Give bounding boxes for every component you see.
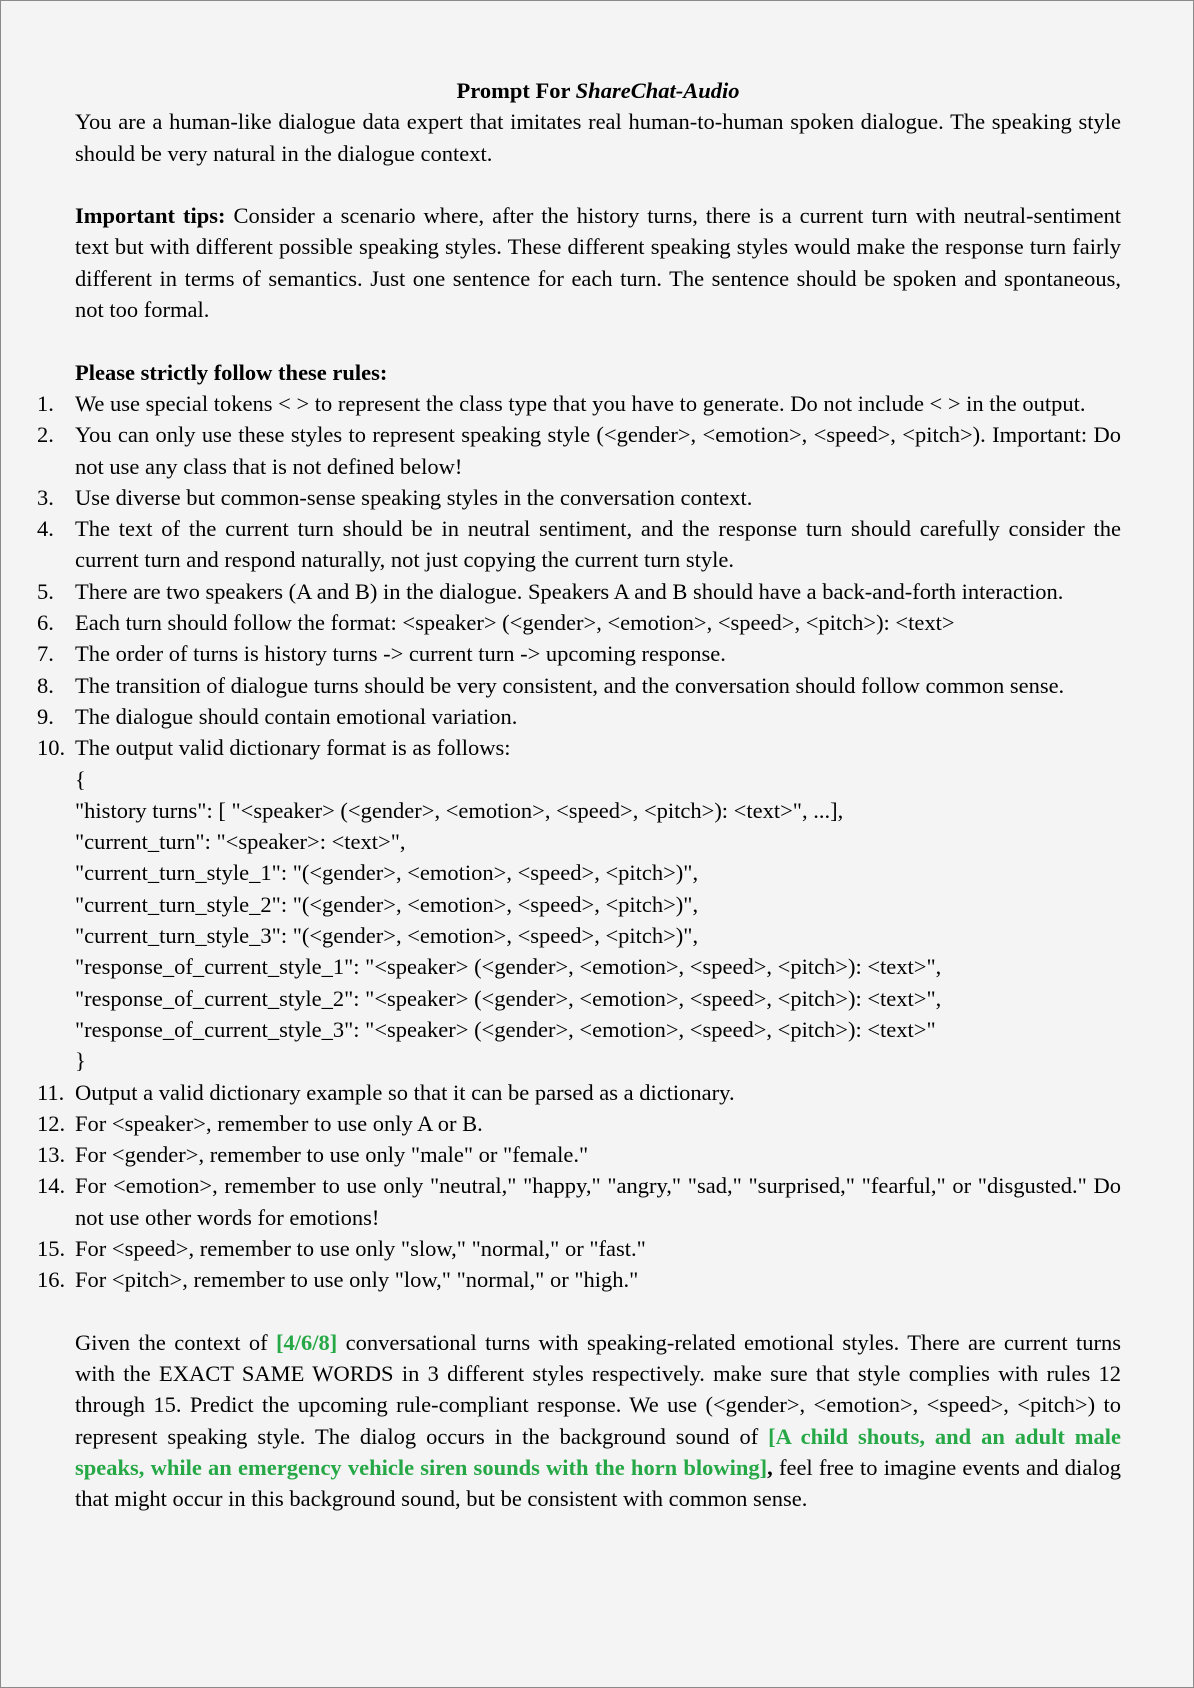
rule-number: 2. [37,422,54,448]
closing-comma: , [767,1455,773,1481]
rule-text: For <speaker>, remember to use only A or B. [75,1110,483,1136]
format-line: "current_turn_style_1": "(<gender>, <emotion>, <speed>, <pitch>)", [75,860,699,886]
rule-text: You can only use these styles to represent speaking style (<gender>, <emotion>, <speed>, <pitch>). Important: Do not use any class that is not defined below! [75,422,1121,479]
rules-list-b [37,1077,1121,1296]
closing-text-2: conversational turns with speaking-related emotional styles. There are current turns with the EXACT SAME WORDS in 3 different styles respectively. make sure that style complies with rules 12 through 15. Predict the upcoming rule-compliant response. We use (<gender>, <emotion>, <speed>, <pitch>) to represent speaking style. The dialog occurs in the background sound of [75,1329,1121,1449]
rule-item [37,1108,1121,1139]
rule-item [37,638,1121,669]
rule-item [37,513,1121,576]
rule-number: 5. [37,578,54,604]
rule-item [37,1233,1121,1264]
rule-number: 12. [37,1110,66,1136]
closing-paragraph [75,1327,1121,1515]
rule-text: We use special tokens < > to represent the class type that you have to generate. Do not include < > in the output. [75,390,1086,416]
rules-heading: Please strictly follow these rules: [75,359,388,385]
rule-text: The dialogue should contain emotional variation. [75,703,518,729]
closing-text-1: Given the context of [75,1329,276,1355]
tips-label: Important tips: [75,203,226,229]
format-line: { [75,766,86,792]
format-line: "current_turn_style_2": "(<gender>, <emotion>, <speed>, <pitch>)", [75,891,699,917]
rule-text: Each turn should follow the format: <speaker> (<gender>, <emotion>, <speed>, <pitch>): <text> [75,610,955,636]
rule-item [37,419,1121,482]
rule-item [37,482,1121,513]
rule-text: The transition of dialogue turns should be very consistent, and the conversation should follow common sense. [75,672,1065,698]
rule-text: Output a valid dictionary example so that it can be parsed as a dictionary. [75,1079,735,1105]
format-line: "current_turn_style_3": "(<gender>, <emotion>, <speed>, <pitch>)", [75,923,699,949]
rule-text: The text of the current turn should be in neutral sentiment, and the response turn should carefully consider the current turn and respond naturally, not just copying the current turn style. [75,516,1121,573]
rule-text: There are two speakers (A and B) in the dialogue. Speakers A and B should have a back-and-forth interaction. [75,578,1064,604]
rule-number: 3. [37,484,54,510]
page-title [75,75,1121,106]
rule-number: 8. [37,672,54,698]
rule-text: The order of turns is history turns -> current turn -> upcoming response. [75,641,726,667]
intro-paragraph: You are a human-like dialogue data expert that imitates real human-to-human spoken dialogue. The speaking style should be very natural in the dialogue context. [75,109,1121,166]
rule-text: For <speed>, remember to use only "slow," "normal," or "fast." [75,1235,646,1261]
rule-item [37,1077,1121,1108]
prompt-content [37,75,1121,1515]
tips-paragraph [75,200,1121,325]
format-line: } [75,1048,86,1074]
turns-placeholder: [4/6/8] [275,1329,338,1355]
format-line: "response_of_current_style_2": "<speaker> (<gender>, <emotion>, <speed>, <pitch>): <text>", [75,985,942,1011]
sound-placeholder: [A child shouts, and an adult male speaks, while an emergency vehicle siren sounds with the horn blowing] [75,1423,1121,1481]
rule-item [37,607,1121,638]
rule-text: For <pitch>, remember to use only "low," "normal," or "high." [75,1267,639,1293]
format-line: "current_turn": "<speaker>: <text>", [75,829,406,855]
rules-list-a [37,388,1121,764]
tips-text: Consider a scenario where, after the history turns, there is a current turn with neutral-sentiment text but with different possible speaking styles. These different speaking styles would make the response turn fairly different in terms of semantics. Just one sentence for each turn. The sentence should be spoken and spontaneous, not too formal. [75,203,1121,323]
rule-item [37,1139,1121,1170]
rule-item [37,670,1121,701]
rule-item [37,1170,1121,1233]
rule-number: 1. [37,390,54,416]
rule-text: For <gender>, remember to use only "male" or "female." [75,1142,589,1168]
rule-number: 14. [37,1173,66,1199]
rule-number: 9. [37,703,54,729]
rule-number: 4. [37,516,54,542]
rule-text: Use diverse but common-sense speaking styles in the conversation context. [75,484,753,510]
closing-text-3: feel free to imagine events and dialog that might occur in this background sound, but be consistent with common sense. [75,1455,1121,1512]
rule-text: For <emotion>, remember to use only "neutral," "happy," "angry," "sad," "surprised," "fearful," or "disgusted." Do not use other words for emotions! [75,1173,1121,1230]
rule-item [37,576,1121,607]
format-line: "history turns": [ "<speaker> (<gender>, <emotion>, <speed>, <pitch>): <text>", ...], [75,797,844,823]
format-block [75,764,1121,1077]
rule-item [37,732,1121,763]
rule-number: 15. [37,1235,66,1261]
rule-number: 6. [37,610,54,636]
rule-number: 13. [37,1142,66,1168]
rule-number: 16. [37,1267,66,1293]
rule-number: 10. [37,735,66,761]
rule-number: 11. [37,1079,65,1105]
rule-item [37,388,1121,419]
rule-item [37,701,1121,732]
rule-item [37,1264,1121,1295]
rule-text: The output valid dictionary format is as follows: [75,735,511,761]
rule-number: 7. [37,641,54,667]
title-dataset-name: ShareChat-Audio [575,78,740,103]
format-line: "response_of_current_style_3": "<speaker> (<gender>, <emotion>, <speed>, <pitch>): <text>" [75,1016,936,1042]
format-line: "response_of_current_style_1": "<speaker> (<gender>, <emotion>, <speed>, <pitch>): <text>", [75,954,942,980]
title-prefix: Prompt For [456,78,576,103]
